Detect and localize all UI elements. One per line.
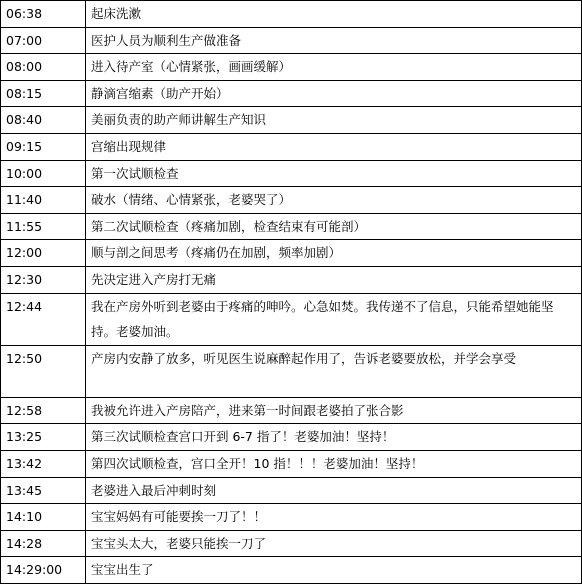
event-cell: 宝宝妈妈有可能要挨一刀了！！	[86, 504, 582, 531]
time-cell: 08:15	[1, 80, 86, 107]
time-cell: 08:00	[1, 54, 86, 81]
event-cell: 先决定进入产房打无痛	[86, 266, 582, 293]
time-cell: 14:10	[1, 504, 86, 531]
time-cell: 14:28	[1, 530, 86, 557]
event-cell: 医护人员为顺利生产做准备	[86, 27, 582, 54]
event-cell: 顺与剖之间思考（疼痛仍在加剧，频率加剧）	[86, 240, 582, 267]
event-cell: 我被允许进入产房陪产，进来第一时间跟老婆拍了张合影	[86, 397, 582, 424]
event-cell: 产房内安静了放多，听见医生说麻醉起作用了，告诉老婆要放松，并学会享受	[86, 345, 582, 397]
table-row	[1, 397, 582, 424]
time-cell: 12:50	[1, 345, 86, 397]
table-row	[1, 345, 582, 397]
table-row	[1, 54, 582, 81]
table-row	[1, 293, 582, 345]
time-cell: 13:25	[1, 424, 86, 451]
event-cell: 宫缩出现规律	[86, 133, 582, 160]
table-row	[1, 133, 582, 160]
event-cell: 美丽负责的助产师讲解生产知识	[86, 107, 582, 134]
time-cell: 08:40	[1, 107, 86, 134]
event-cell: 第四次试顺检查，宫口全开！10 指！！！老婆加油！坚持！	[86, 450, 582, 477]
time-cell: 11:40	[1, 187, 86, 214]
table-row	[1, 266, 582, 293]
event-cell: 我在产房外听到老婆由于疼痛的呻吟。心急如焚。我传递不了信息，只能希望她能坚持。老婆加油。	[86, 293, 582, 345]
event-cell: 第二次试顺检查（疼痛加剧，检查结束有可能剖）	[86, 213, 582, 240]
table-row	[1, 240, 582, 267]
time-cell: 06:38	[1, 1, 86, 28]
table-row	[1, 160, 582, 187]
table-row	[1, 424, 582, 451]
table-row	[1, 1, 582, 28]
event-cell: 进入待产室（心情紧张，画画缓解）	[86, 54, 582, 81]
event-cell: 静滴宫缩素（助产开始）	[86, 80, 582, 107]
time-cell: 12:30	[1, 266, 86, 293]
table-row	[1, 80, 582, 107]
table-row	[1, 107, 582, 134]
event-cell: 第三次试顺检查宫口开到 6-7 指了！老婆加油！坚持！	[86, 424, 582, 451]
event-cell: 起床洗漱	[86, 1, 582, 28]
table-row	[1, 557, 582, 584]
table-row	[1, 477, 582, 504]
time-cell: 14:29:00	[1, 557, 86, 584]
time-cell: 13:45	[1, 477, 86, 504]
time-cell: 11:55	[1, 213, 86, 240]
table-row	[1, 530, 582, 557]
table-row	[1, 187, 582, 214]
table-row	[1, 504, 582, 531]
time-cell: 12:44	[1, 293, 86, 345]
time-cell: 07:00	[1, 27, 86, 54]
table-row	[1, 213, 582, 240]
time-cell: 13:42	[1, 450, 86, 477]
event-cell: 宝宝出生了	[86, 557, 582, 584]
table-row	[1, 450, 582, 477]
time-cell: 12:58	[1, 397, 86, 424]
time-cell: 10:00	[1, 160, 86, 187]
table-row	[1, 27, 582, 54]
time-cell: 09:15	[1, 133, 86, 160]
event-cell: 破水（情绪、心情紧张，老婆哭了）	[86, 187, 582, 214]
event-cell: 老婆进入最后冲刺时刻	[86, 477, 582, 504]
timeline-body	[1, 1, 582, 584]
event-cell: 宝宝头太大，老婆只能挨一刀了	[86, 530, 582, 557]
time-cell: 12:00	[1, 240, 86, 267]
event-cell: 第一次试顺检查	[86, 160, 582, 187]
